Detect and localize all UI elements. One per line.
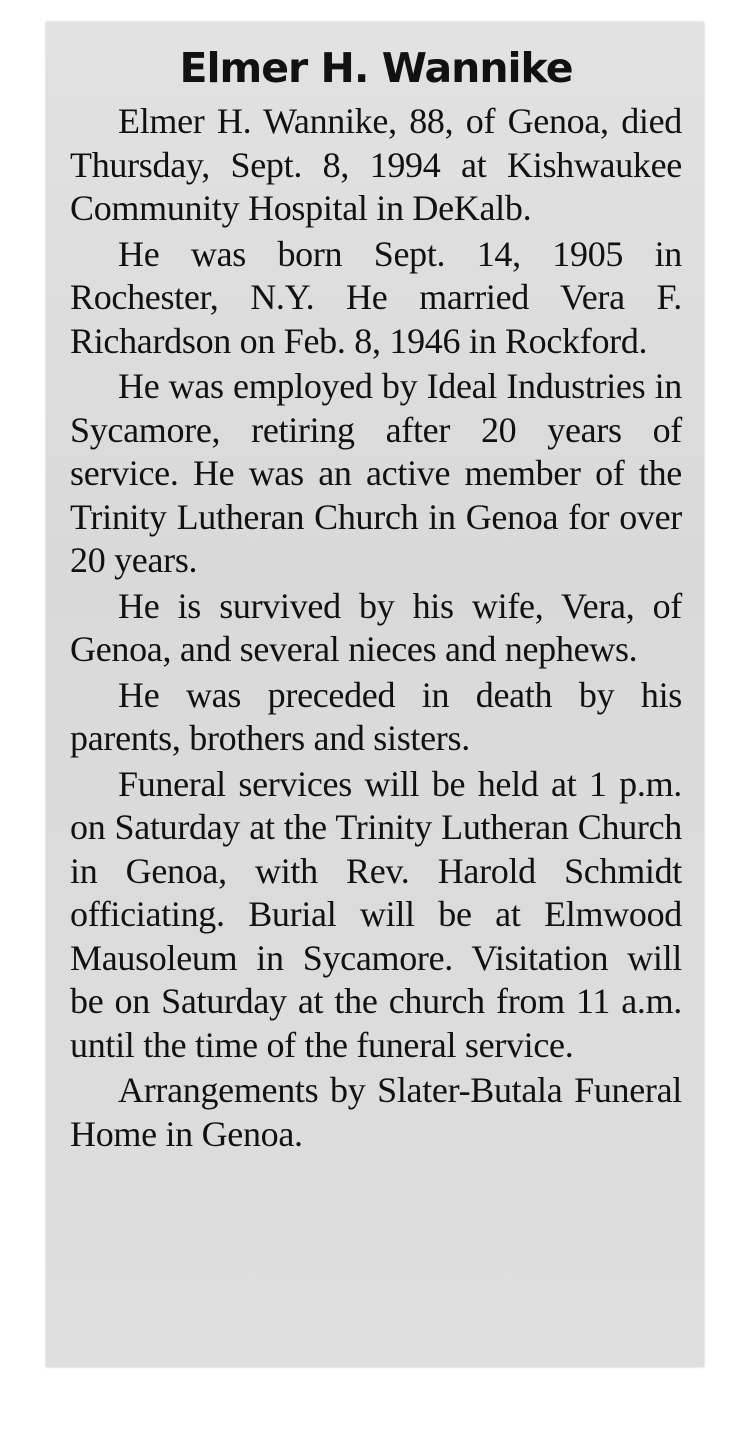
paragraph-employment: He was employed by Ideal Industries in Sycamore, retiring after 20 years of service. He was an active member of the Trinity Lutheran Church in Genoa for over 20 years. — [70, 366, 682, 580]
paragraph-birth-marriage: He was born Sept. 14, 1905 in Rochester, N.Y. He married Vera F. Richardson on Feb. 8, 1946 in Rockford. — [70, 233, 682, 361]
paragraph-preceded: He was preceded in death by his parents, brothers and sisters. — [70, 674, 682, 758]
paragraph-death-notice: Elmer H. Wannike, 88, of Genoa, died Thursday, Sept. 8, 1994 at Kishwaukee Community Hospital in DeKalb. — [70, 101, 682, 228]
obituary-headline: Elmer H. Wannike — [179, 44, 573, 92]
paragraph-survivors: He is survived by his wife, Vera, of Genoa, and several nieces and nephews. — [70, 585, 682, 669]
newspaper-clipping — [46, 22, 704, 1367]
paragraph-services: Funeral services will be held at 1 p.m. on Saturday at the Trinity Lutheran Church in Genoa, with Rev. Harold Schmidt officiating. Burial will be at Elmwood Mausoleum in Sycamore. Visitation will be on Saturday at the church from 11 a.m. until the time of the funeral service. — [70, 763, 682, 1065]
paragraph-arrangements: Arrangements by Slater-Butala Funeral Home in Genoa. — [70, 1070, 682, 1154]
